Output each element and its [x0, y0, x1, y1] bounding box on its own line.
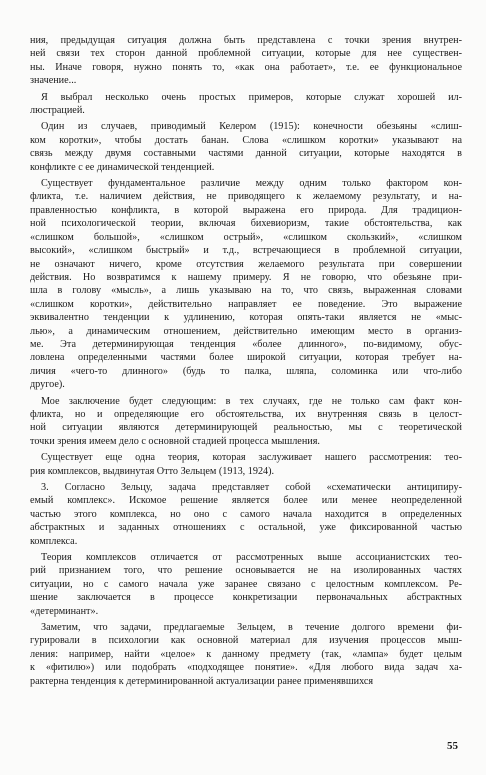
text-line: [30, 621, 462, 634]
text-line: фликта, т.е. наличием действия, не приводящего к желаемому результату, и на-: [30, 191, 462, 203]
text-line: «детерминант».: [30, 605, 99, 617]
text-line: правленностью конфликта, в которой выражена его природа. Для традицион-: [30, 204, 462, 216]
text-line: ситуации, но с самого начала уже заранее связано с целостным комплексом. Ре-: [30, 578, 462, 590]
text-line: ме. Эта детерминирующая тенденция «более длинного», по-видимому, обус-: [30, 338, 462, 350]
text-line: ней связи тех сторон данной проблемной ситуации, которые для нее существен-: [30, 48, 462, 60]
text-line: высокий», «слишком быстрый» и т.д., встречающиеся в проблемной ситуации,: [30, 245, 462, 257]
text-line: ния, предыдущая ситуация должна быть представлена с точки зрения внутрен-: [30, 35, 462, 46]
text-line: комплекса.: [30, 535, 78, 547]
text-line-content: Я выбрал несколько очень простых примеров, которые служат хорошей ил-: [41, 91, 462, 103]
text-line-content: Заметим, что задачи, предлагаемые Зельцем, в течение долгого времени фи-: [41, 622, 462, 634]
text-line: гурировали в психологии как основной материал для изучения процессов мыш-: [30, 635, 462, 647]
text-line: связь между двумя составными частями данной ситуации, которые находятся в: [30, 148, 462, 160]
text-line: [30, 481, 462, 494]
text-line: фликта, но и определяющие его обстоятельства, их внутренняя связь в целост-: [30, 408, 462, 420]
text-line-content: 3. Согласно Зельцу, задача представляет собой «схематически антиципиру-: [41, 482, 462, 493]
text-line: люстрацией.: [30, 105, 85, 117]
paragraph: [30, 177, 462, 392]
paragraph: [30, 621, 462, 688]
paragraph: [30, 451, 462, 478]
text-line: ления: например, найти «целое» к данному предмету (так, «лампа» будет целым: [30, 648, 462, 660]
text-line: рактерна тенденция к детерминированной актуализации ранее применявшихся: [30, 675, 374, 687]
text-line: [30, 395, 462, 408]
paragraph: [30, 551, 462, 618]
text-line-content: Один из случаев, приводимый Келером (1915): конечности обезьяны «слиш-: [41, 121, 462, 133]
text-line-content: Мое заключение будет следующим: в тех случаях, где не только сам факт кон-: [41, 395, 462, 407]
text-line: рия комплексов, выдвинутая Отто Зельцем (1913, 1924).: [30, 465, 275, 477]
text-line-content: Теория комплексов отличается от рассмотренных выше ассоцианистских тео-: [41, 552, 462, 564]
text-line: ловлена определенными частями более широкой ситуации, которая требует на-: [30, 352, 462, 364]
text-line: ной ситуации являются детерминирующей реальностью, мы с теоретической: [30, 422, 462, 434]
text-line: «слишком коротки», действительно направляет ее поведение. Это выражение: [30, 298, 462, 310]
text-line: [30, 120, 462, 133]
text-line: другое).: [30, 379, 65, 391]
text-line: лью», а динамическим отношением, действительно имеющим место в организ-: [30, 325, 462, 337]
text-line-content: Существует еще одна теория, которая заслуживает нашего рассмотрения: тео-: [41, 452, 462, 464]
text-line: точки зрения имеем дело с основной стадией процесса мышления.: [30, 435, 320, 447]
text-line: [30, 91, 462, 104]
text-line: ной психологической теории, включая бихевиоризм, такие обстоятельства, как: [30, 218, 462, 230]
text-line: абстрактных и заданных отношениях с остальной, уже фиксированной частью: [30, 522, 462, 534]
paragraph: [30, 481, 462, 548]
text-line-content: Существует фундаментальное различие между одним только фактором кон-: [41, 178, 462, 190]
text-line: не означают ничего, кроме отсутствия желаемого результата при совершении: [30, 258, 462, 270]
text-line: действия. Но возвратимся к нашему примеру. Я не говорю, что обезьяне при-: [30, 271, 462, 283]
text-line: ком коротки», чтобы достать банан. Слова «слишком коротки» указывают на: [30, 134, 462, 146]
paragraph: [30, 120, 462, 174]
text-line: [30, 177, 462, 190]
text-body: [30, 34, 462, 688]
paragraph: [30, 91, 462, 118]
text-line: ны. Иначе говоря, нужно понять то, «как она работает», т.е. ее функциональное: [30, 61, 462, 73]
text-line: [30, 451, 462, 464]
text-line: конфликте с ее динамической тенденцией.: [30, 161, 215, 173]
text-line: частью этого комплекса, но оно с самого начала находится в определенных: [30, 508, 462, 520]
text-line: к «фитилю») или подобрать «подходящее понятие». «Для любого вида задач ха-: [30, 662, 462, 674]
paragraph: [30, 34, 462, 88]
text-line: личия «чего-то длинного» (будь то палка, шляпа, соломинка или что-либо: [30, 365, 462, 377]
paragraph: [30, 395, 462, 449]
page-number: 55: [447, 740, 458, 752]
text-line: емый комплекс». Искомое решение является более или менее неопределенной: [30, 495, 462, 507]
text-line: шла в голову «мысль», а лишь указываю на то, что связь, выраженная словами: [30, 285, 462, 297]
text-line: эквивалентно тенденции к удлинению, которая опять-таки является не «мыс-: [30, 312, 462, 324]
text-line: шение заключается в процессе конкретизации первоначальных абстрактных: [30, 592, 462, 604]
text-line: «слишком большой», «слишком острый», «слишком скользкий», «слишком: [30, 231, 462, 243]
text-line: рий признанием того, что решение основывается не на изолированных частях: [30, 565, 462, 577]
text-line: значение...: [30, 75, 77, 87]
text-line: [30, 551, 462, 564]
